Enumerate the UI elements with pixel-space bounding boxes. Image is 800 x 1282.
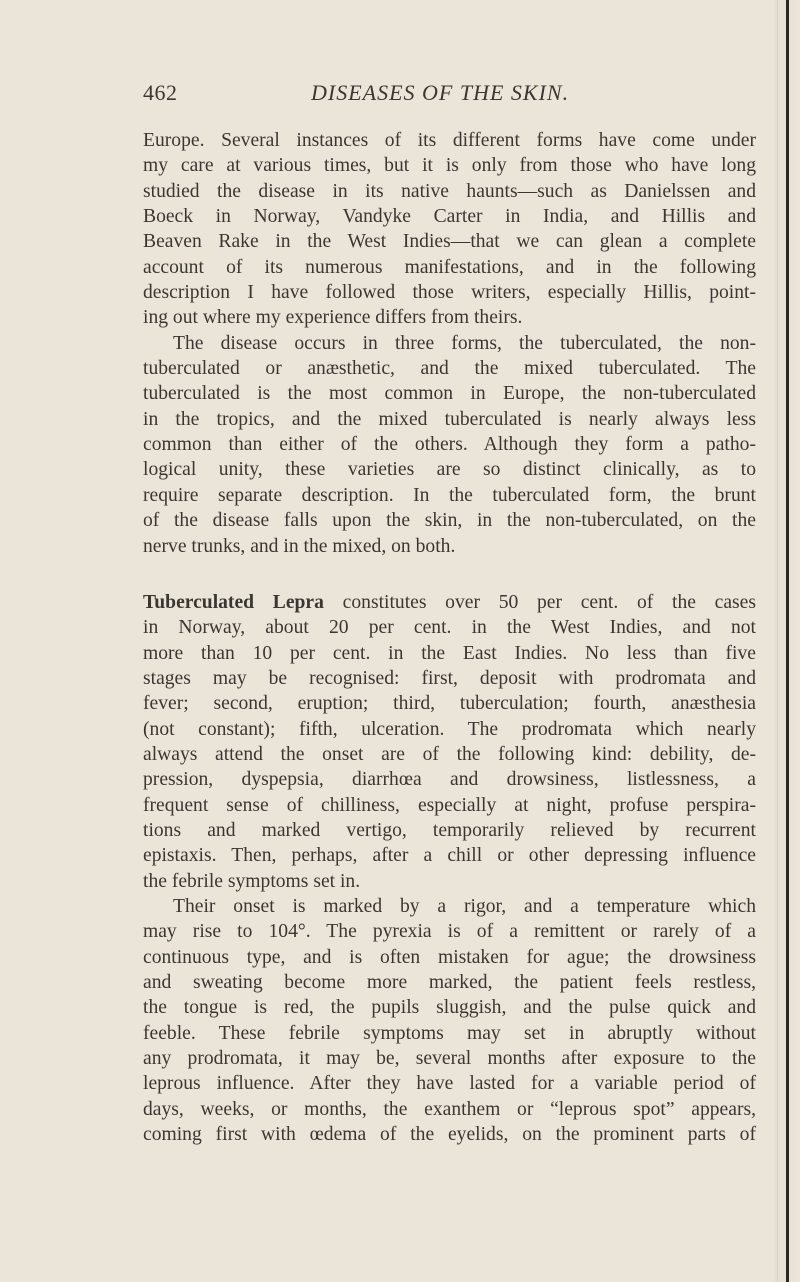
text-line: Beaven Rake in the West Indies—that we can glean a complete xyxy=(143,231,756,253)
text-line: The disease occurs in three forms, the tuberculated, the non- xyxy=(173,332,756,354)
paragraph-3 xyxy=(143,590,756,894)
text-line: in the tropics, and the mixed tuberculated is nearly always less xyxy=(143,408,756,430)
text-line: Boeck in Norway, Vandyke Carter in India, and Hillis and xyxy=(143,206,756,228)
text-line: leprous influence. After they have lasted for a variable period of xyxy=(143,1073,756,1095)
text-line: (not constant); fifth, ulceration. The prodromata which nearly xyxy=(143,718,756,740)
text-line: may rise to 104°. The pyrexia is of a remittent or rarely of a xyxy=(143,921,756,943)
text-line: tions and marked vertigo, temporarily relieved by recurrent xyxy=(143,819,756,841)
text-line: feeble. These febrile symptoms may set in abruptly without xyxy=(143,1022,756,1044)
text-line: common than either of the others. Although they form a patho- xyxy=(143,434,756,456)
text-line: any prodromata, it may be, several months after exposure to the xyxy=(143,1048,756,1070)
text-line: fever; second, eruption; third, tuberculation; fourth, anæsthesia xyxy=(143,693,756,715)
text-line: always attend the onset are of the following kind: debility, de- xyxy=(143,743,756,765)
text-line: my care at various times, but it is only from those who have long xyxy=(143,155,756,177)
text-line: nerve trunks, and in the mixed, on both. xyxy=(143,535,456,557)
text-line: tuberculated is the most common in Europe, the non-tuberculated xyxy=(143,383,756,405)
text-line: account of its numerous manifestations, and in the following xyxy=(143,256,756,278)
text-line: studied the disease in its native haunts—such as Danielssen and xyxy=(143,180,756,202)
page-number: 462 xyxy=(143,80,178,105)
body-text xyxy=(143,128,756,1147)
text-line: pression, dyspepsia, diarrhœa and drowsiness, listlessness, a xyxy=(143,769,756,791)
running-title: DISEASES OF THE SKIN. xyxy=(311,80,570,105)
text-line: tuberculated or anæsthetic, and the mixed tuberculated. The xyxy=(143,358,756,380)
section-lead-heading: Tuberculated Lepra xyxy=(143,591,324,613)
text-line: coming first with œdema of the eyelids, on the prominent parts of xyxy=(143,1124,756,1146)
text-line: logical unity, these varieties are so distinct clinically, as to xyxy=(143,459,756,481)
binding-edge-line xyxy=(786,0,789,1282)
text-line: and sweating become more marked, the patient feels restless, xyxy=(143,972,756,993)
text-line: the tongue is red, the pupils sluggish, and the pulse quick and xyxy=(143,997,756,1019)
text-line: ing out where my experience differs from theirs. xyxy=(143,307,523,329)
paragraph-2 xyxy=(143,331,756,559)
page-header xyxy=(143,80,750,110)
text-line: the febrile symptoms set in. xyxy=(143,870,361,892)
text-run: constitutes over 50 per cent. of the cases xyxy=(323,591,756,613)
section-gap xyxy=(143,559,756,590)
page-edge-shadow xyxy=(777,0,778,1282)
text-line: continuous type, and is often mistaken for ague; the drowsiness xyxy=(143,946,756,968)
text-line: epistaxis. Then, perhaps, after a chill or other depressing influence xyxy=(143,845,756,867)
text-line: more than 10 per cent. in the East Indies. No less than five xyxy=(143,642,756,664)
text-line: in Norway, about 20 per cent. in the West Indies, and not xyxy=(143,617,756,639)
paragraph-4 xyxy=(143,894,756,1147)
text-line: frequent sense of chilliness, especially at night, profuse perspira- xyxy=(143,794,756,816)
text-line: description I have followed those writers, especially Hillis, point- xyxy=(143,282,756,304)
text-line: stages may be recognised: first, deposit with prodromata and xyxy=(143,667,756,689)
text-line: of the disease falls upon the skin, in the non-tuberculated, on the xyxy=(143,510,756,532)
paragraph-1 xyxy=(143,128,756,331)
text-line: days, weeks, or months, the exanthem or “leprous spot” appears, xyxy=(143,1098,756,1120)
text-line: Their onset is marked by a rigor, and a temperature which xyxy=(173,895,756,917)
text-line: Europe. Several instances of its different forms have come under xyxy=(143,130,756,151)
text-line: require separate description. In the tuberculated form, the brunt xyxy=(143,484,756,506)
text-line xyxy=(143,590,756,615)
